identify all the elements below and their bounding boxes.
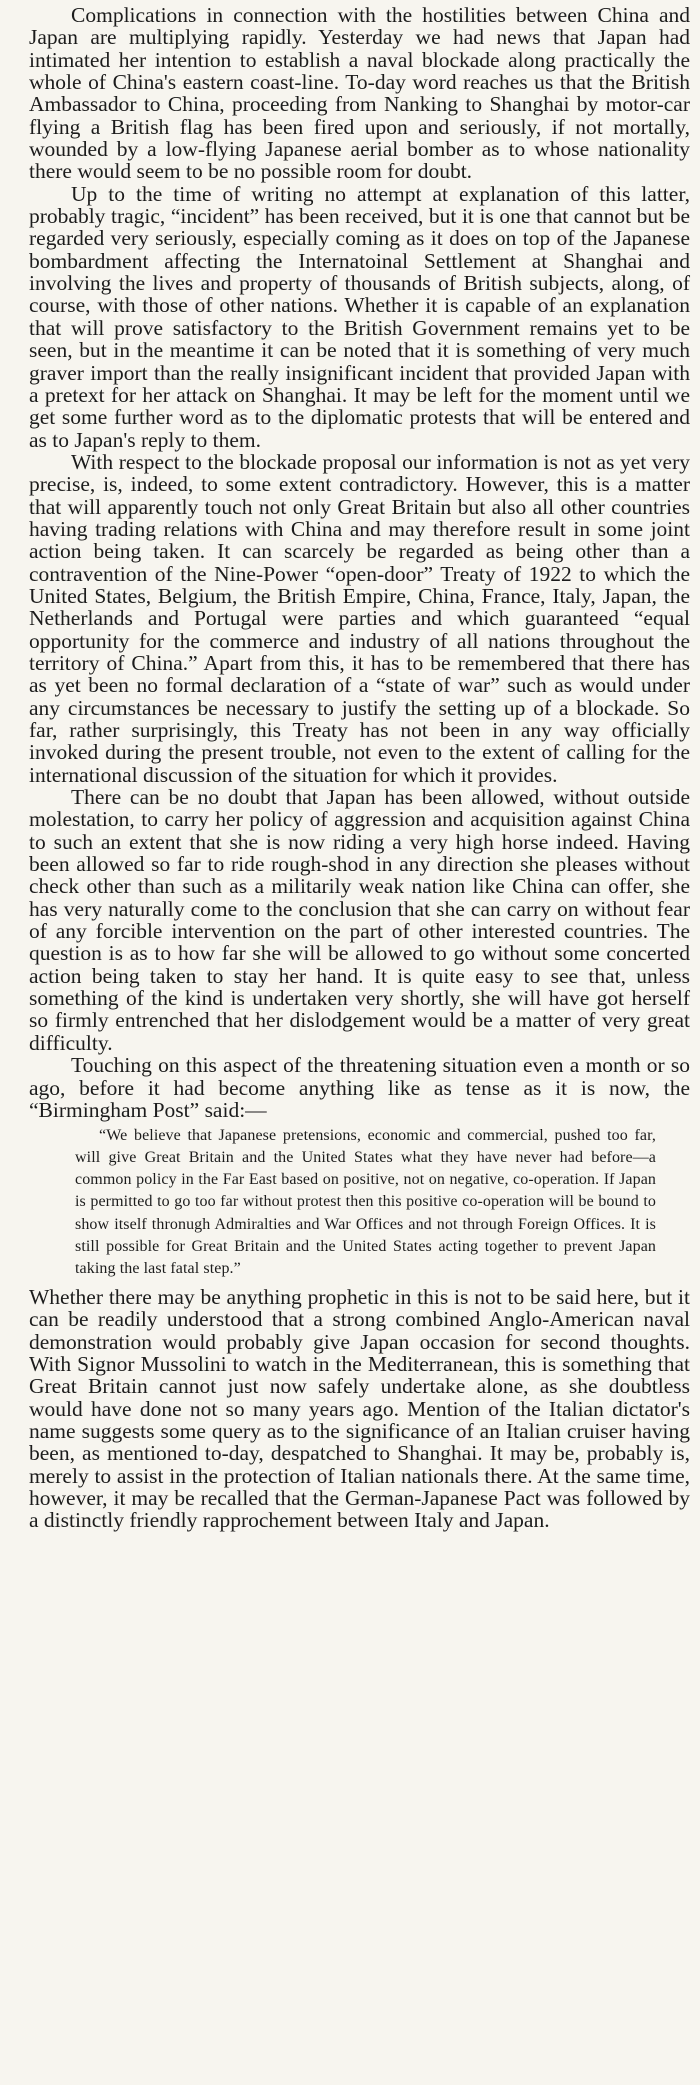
paragraph-closing: Whether there may be anything prophetic in this is not to be said here, but it can be readily understood that a strong combined Anglo-American naval demonstration would probably give Japan occasion for second thoughts. With Signor Mussolini to watch in the Mediterranean, this is something that Great Britain cannot just now safely undertake alone, as she doubtless would have done not so many years ago. Mention of the Italian dictator's name suggests some query as to the significance of an Italian cruiser having been, as mentioned to-day, despatched to Shanghai. It may be, probably is, merely to assist in the protection of Italian nationals there. At the same time, however, it may be recalled that the German-Japanese Pact was followed by a distinctly friendly rapprochement between Italy and Japan. <box>29 1284 690 1533</box>
paragraph-incident: Up to the time of writing no attempt at explanation of this latter, probably tragic, “incident” has been received, but it is one that cannot but be regarded very seriously, especially coming as it does on top of the Japanese bombardment affecting the Internatoinal Settlement at Shanghai and involving the lives and property of thousands of British subjects, along, of course, with those of other nations. Whether it is capable of an explanation that will prove satisfactory to the British Government remains yet to be seen, but in the meantime it can be noted that it is something of very much graver import than the really insignificant incident that provided Japan with a pretext for her attack on Shanghai. It may be left for the moment until we get some further word as to the diplomatic protests that will be entered and as to Japan's reply to them. <box>29 181 690 452</box>
paragraph-japan-policy: There can be no doubt that Japan has been allowed, without outside molestation, to carry her policy of aggression and acquisition against China to such an extent that she is now riding a very high horse indeed. Having been allowed so far to ride rough-shod in any direction she pleases without check other than such as a militarily weak nation like China can offer, she has very naturally come to the conclusion that she can carry on without fear of any forcible intervention on the part of other interested countries. The question is as to how far she will be allowed to go without some concerted action being taken to stay her hand. It is quite easy to see that, unless something of the kind is undertaken very shortly, she will have got herself so firmly entrenched that her dislodgement would be a matter of very great difficulty. <box>29 785 690 1055</box>
birmingham-post-quote: “We believe that Japanese pretensions, economic and commercial, pushed too far, will give Great Britain and the United States what they have never had before—a common policy in the Far East based on positive, not on negative, co-operation. If Japan is permitted to go too far without protest then this positive co-operation will be bound to show itself thronugh Admiralties and War Offices and not through Foreign Offices. It is still possible for Great Britain and the United States acting together to prevent Japan taking the last fatal step.” <box>75 1127 656 1277</box>
paragraph-complications: Complications in connection with the hostilities between China and Japan are multiplying rapidly. Yesterday we had news that Japan had intimated her intention to establish a naval blockade along practically the whole of China's eastern coast-line. To-day word reaches us that the British Ambassador to China, proceeding from Nanking to Shanghai by motor-car flying a British flag has been fired upon and seriously, if not mortally, wounded by a low-flying Japanese aerial bomber as to whose nationality there would seem to be no possible room for doubt. <box>29 3 690 184</box>
paragraph-blockade: With respect to the blockade proposal our information is not as yet very precise, is, indeed, to some extent contradictory. However, this is a matter that will apparently touch not only Great Britain but also all other countries having trading relations with China and may therefore result in some joint action being taken. It can scarcely be regarded as being other than a contravention of the Nine-Power “open-door” Treaty of 1922 to which the United States, Belgium, the British Empire, China, France, Italy, Japan, the Netherlands and Portugal were parties and which guaranteed “equal opportunity for the commerce and industry of all nations throughout the territory of China.” Apart from this, it has to be remembered that there has as yet been no formal declaration of a “state of war” such as would under any circumstances be necessary to justify the setting up of a blockade. So far, rather surprisingly, this Treaty has not been in any way officially invoked during the present trouble, not even to the extent of calling for the international discussion of the situation for which it provides. <box>29 449 690 787</box>
paragraph-birmingham-post-intro: Touching on this aspect of the threatening situation even a month or so ago, before it had become anything like as tense as it is now, the “Birmingham Post” said:— <box>29 1053 690 1122</box>
